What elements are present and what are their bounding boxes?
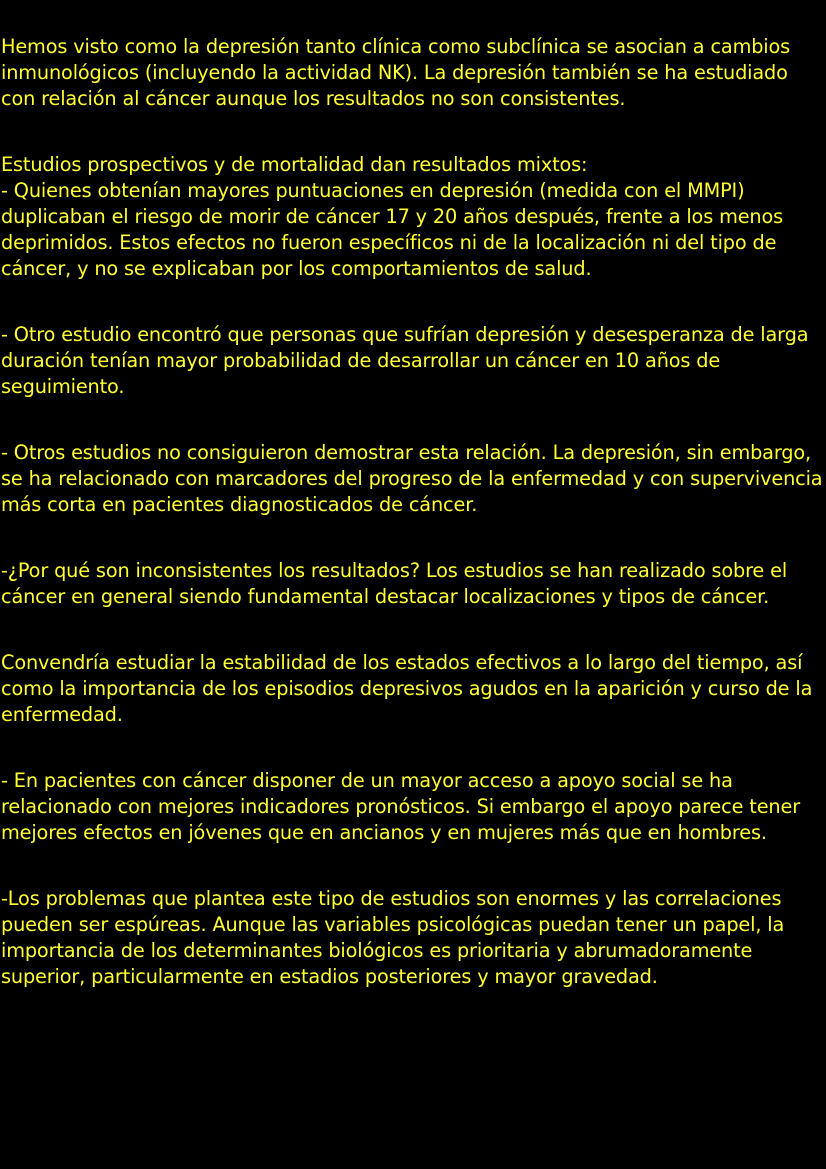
paragraph-inconsistent-results: -¿Por qué son inconsistentes los resultados? Los estudios se han realizado sobre el cáncer en general siendo fundamental destacar localizaciones y tipos de cáncer. bbox=[1, 559, 788, 608]
paragraph-social-support: - En pacientes con cáncer disponer de un mayor acceso a apoyo social se ha relacionado con mejores indicadores pronósticos. Si embargo el apoyo parece tener mejores efectos en jóvenes que en ancianos y en mujeres más que en hombres. bbox=[1, 769, 800, 844]
paragraph-intro: Hemos visto como la depresión tanto clínica como subclínica se asocian a cambios inmunológicos (incluyendo la actividad NK). La depresión también se ha estudiado con relación al cáncer aunque los resultados no son consistentes. bbox=[1, 35, 791, 110]
paragraph-mmpi-study: - Quienes obtenían mayores puntuaciones en depresión (medida con el MMPI) duplicaban el riesgo de morir de cáncer 17 y 20 años después, frente a los menos deprimidos. Estos efectos no fueron específicos ni de la localización ni del tipo de cáncer, y no se explicaban por los comportamientos de salud. bbox=[1, 179, 784, 280]
paragraph-studies-heading: Estudios prospectivos y de mortalidad dan resultados mixtos: bbox=[1, 153, 588, 176]
paragraph-problems: -Los problemas que plantea este tipo de estudios son enormes y las correlaciones pueden ser espúreas. Aunque las variables psicológicas puedan tener un papel, la importancia de los determinantes biológicos es prioritaria y abrumadoramente superior, particularmente en estadios posteriores y mayor gravedad. bbox=[1, 887, 785, 988]
paragraph-other-studies: - Otros estudios no consiguieron demostrar esta relación. La depresión, sin embargo, se ha relacionado con marcadores del progreso de la enfermedad y con supervivencia más corta en pacientes diagnosticados de cáncer. bbox=[1, 441, 823, 516]
paragraph-long-duration-study: - Otro estudio encontró que personas que sufrían depresión y desesperanza de larga duración tenían mayor probabilidad de desarrollar un cáncer en 10 años de seguimiento. bbox=[1, 323, 809, 398]
paragraph-stability: Convendría estudiar la estabilidad de los estados efectivos a lo largo del tiempo, así como la importancia de los episodios depresivos agudos en la aparición y curso de la enfermedad. bbox=[1, 651, 813, 726]
